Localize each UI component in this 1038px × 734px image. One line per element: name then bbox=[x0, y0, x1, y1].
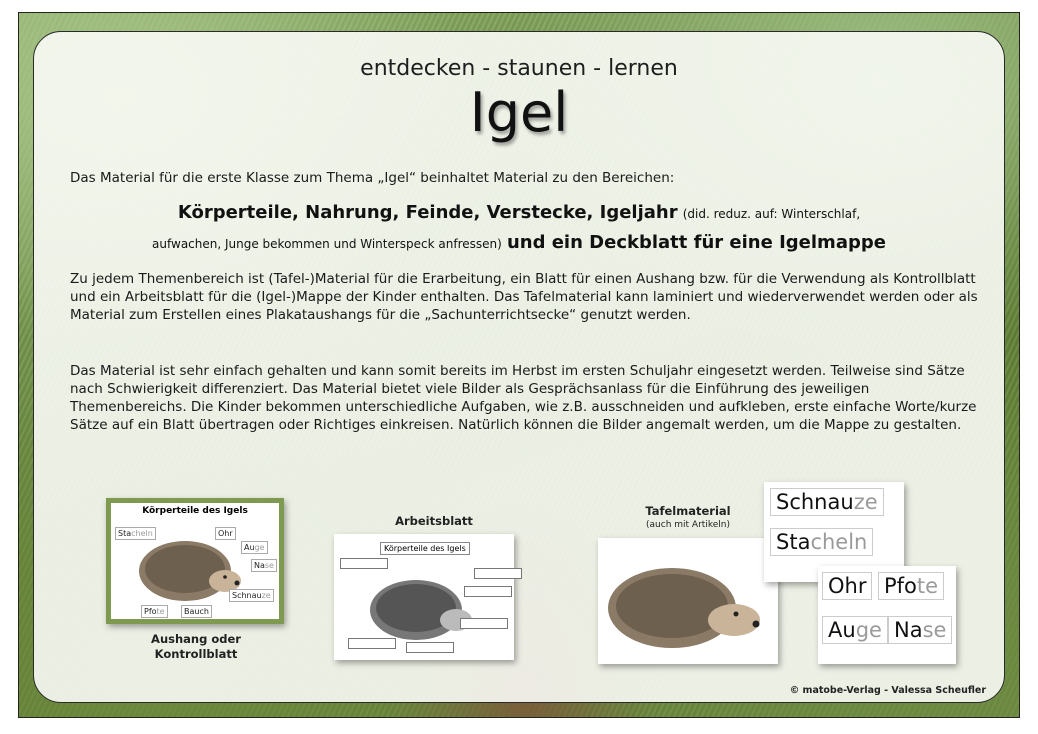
label-schnauze-dark: Schnau bbox=[232, 591, 262, 600]
topics-note-part1: (did. reduz. auf: Winterschlaf, bbox=[682, 207, 861, 221]
blank-field bbox=[348, 638, 396, 649]
label-auge-light: ge bbox=[254, 543, 265, 552]
card-pfote-dark: Pfo bbox=[884, 574, 917, 598]
label-nase bbox=[251, 559, 277, 572]
blank-field bbox=[340, 558, 388, 569]
page-title: Igel bbox=[469, 81, 569, 144]
hedgehog-illustration-gray bbox=[364, 564, 474, 644]
word-card-ohr: Ohr bbox=[822, 572, 872, 600]
topics-line-1 bbox=[34, 202, 1004, 223]
hedgehog-illustration-color bbox=[602, 552, 772, 652]
arbeitsblatt-caption: Arbeitsblatt bbox=[395, 514, 473, 528]
word-card-stacheln bbox=[770, 528, 873, 556]
label-schnauze bbox=[229, 589, 274, 602]
label-pfote-dark: Pfo bbox=[144, 607, 157, 616]
aushang-caption-line1: Aushang oder bbox=[151, 632, 241, 646]
tafelmaterial-caption: Tafelmaterial bbox=[645, 504, 731, 518]
page-subtitle: entdecken - staunen - lernen bbox=[360, 56, 678, 81]
label-nase-light: se bbox=[264, 561, 274, 570]
intro-text: Das Material für die erste Klasse zum Thema „Igel“ beinhaltet Material zu den Bereichen: bbox=[70, 170, 675, 186]
background-photo-frame bbox=[18, 12, 1020, 718]
card-schnauze-dark: Schnau bbox=[776, 490, 854, 514]
label-stacheln-dark: Sta bbox=[118, 529, 132, 538]
topics-deckblatt: und ein Deckblatt für eine Igelmappe bbox=[506, 232, 886, 253]
blank-field bbox=[460, 618, 508, 629]
label-pfote bbox=[141, 605, 168, 618]
tafelmaterial-caption-sub: (auch mit Artikeln) bbox=[646, 520, 730, 530]
topics-note-part2: aufwachen, Junge bekommen und Winterspeck anfressen) bbox=[152, 237, 502, 251]
label-auge bbox=[241, 541, 268, 554]
word-card-auge bbox=[822, 616, 888, 644]
label-nase-dark: Na bbox=[254, 561, 265, 570]
arbeitsblatt-preview bbox=[334, 534, 514, 660]
label-auge-dark: Au bbox=[244, 543, 255, 552]
word-card-pfote bbox=[878, 572, 944, 600]
label-ohr: Ohr bbox=[215, 527, 236, 540]
word-card-nase bbox=[888, 616, 952, 644]
aushang-preview bbox=[106, 498, 284, 624]
card-auge-dark: Au bbox=[828, 618, 856, 642]
tafelmaterial-preview bbox=[598, 538, 778, 664]
blank-field bbox=[474, 568, 522, 579]
aushang-sheet-title: Körperteile des Igels bbox=[142, 506, 248, 516]
card-nase-light: se bbox=[922, 618, 947, 642]
word-card-sheet-2 bbox=[818, 566, 956, 664]
card-stacheln-dark: Sta bbox=[776, 530, 811, 554]
paragraph-usage: Das Material ist sehr einfach gehalten und kann somit bereits im Herbst im ersten Schuljahr eingesetzt werden. Teilweise sind Sätze nach Schwierigkeit differenziert. Das Material bietet viele Bilder als Gesprächsanlass für die Einführung des jeweiligen Themenbereichs. Die Kinder bekommen unterschiedliche Aufgaben, wie z.B. ausschneiden und aufkleben, erste einfache Worte/kurze Sätze auf ein Blatt übertragen oder Richtiges einkreisen. Natürlich können die Bilder angemalt werden, um die Mappe zu gestalten. bbox=[70, 363, 977, 433]
card-stacheln-light: cheln bbox=[810, 530, 868, 554]
label-schnauze-light: ze bbox=[261, 591, 271, 600]
arbeitsblatt-sheet-title: Körperteile des Igels bbox=[380, 542, 470, 555]
word-card-schnauze bbox=[770, 488, 884, 516]
card-auge-light: ge bbox=[855, 618, 882, 642]
label-bauch: Bauch bbox=[181, 605, 212, 618]
aushang-caption-line2: Kontrollblatt bbox=[154, 647, 238, 661]
label-pfote-light: te bbox=[156, 607, 165, 616]
blank-field bbox=[464, 586, 512, 597]
card-pfote-light: te bbox=[916, 574, 939, 598]
topics-main: Körperteile, Nahrung, Feinde, Verstecke, Igeljahr bbox=[177, 202, 678, 223]
copyright-notice: © matobe-Verlag - Valessa Scheufler bbox=[789, 685, 986, 696]
blank-field bbox=[406, 642, 454, 653]
paragraph-material: Zu jedem Themenbereich ist (Tafel-)Material für die Erarbeitung, ein Blatt für einen Aushang bzw. für die Verwendung als Kontrollblatt und ein Arbeitsblatt für die (Igel-)Mappe der Kinder enthalten. Das Tafelmaterial kann laminiert und wiederverwendet werden oder als Material zum Erstellen eines Plakataushangs für die „Sachunterrichtsecke“ genutzt werden. bbox=[70, 271, 978, 323]
label-stacheln bbox=[115, 527, 156, 540]
label-stacheln-light: cheln bbox=[131, 529, 153, 538]
card-nase-dark: Na bbox=[894, 618, 923, 642]
content-panel bbox=[33, 31, 1005, 703]
card-schnauze-light: ze bbox=[853, 490, 878, 514]
topics-line-2 bbox=[34, 232, 1004, 253]
